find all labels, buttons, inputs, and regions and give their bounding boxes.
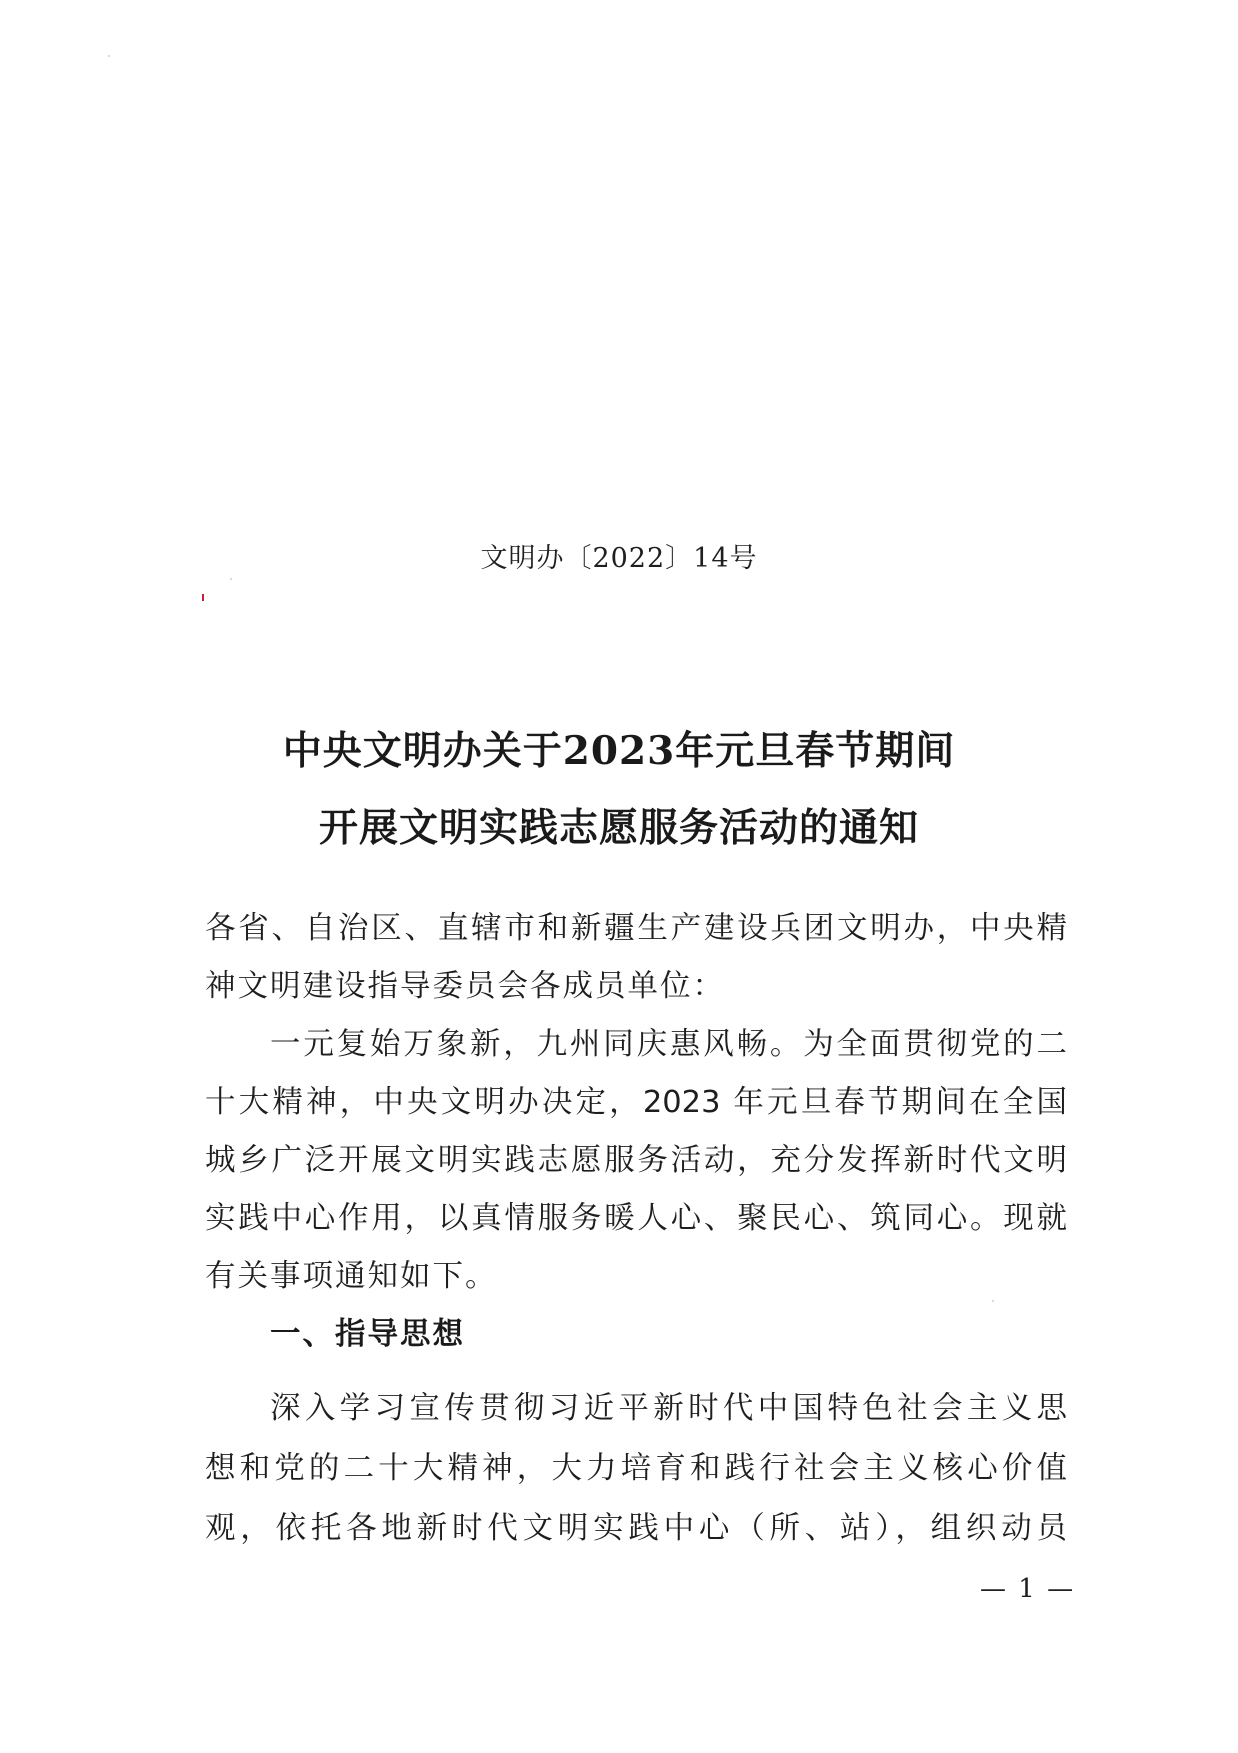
section-1-line-1: 深入学习宣传贯彻习近平新时代中国特色社会主义思	[270, 1391, 1067, 1426]
intro-line-1: 一元复始万象新，九州同庆惠风畅。为全面贯彻党的二	[270, 1027, 1067, 1062]
section-1-line-3: 观，依托各地新时代文明实践中心（所、站），组织动员	[205, 1511, 1067, 1546]
section-heading-guiding-ideology: 一、指导思想	[270, 1317, 465, 1352]
document-title-line-2: 开展文明实践志愿服务活动的通知	[318, 805, 919, 851]
red-mark	[202, 594, 204, 601]
recipients-line-2: 神文明建设指导委员会各成员单位：	[205, 969, 725, 1004]
section-1-line-2: 想和党的二十大精神，大力培育和践行社会主义核心价值	[205, 1451, 1067, 1486]
recipients-line-1: 各省、自治区、直辖市和新疆生产建设兵团文明办，中央精	[205, 911, 1067, 946]
intro-line-2: 十大精神，中央文明办决定，2023 年元旦春节期间在全国	[205, 1085, 1067, 1120]
intro-line-4: 实践中心作用，以真情服务暖人心、聚民心、筑同心。现就	[205, 1201, 1067, 1236]
document-number: 文明办〔2022〕14号	[480, 543, 758, 574]
intro-line-3: 城乡广泛开展文明实践志愿服务活动，充分发挥新时代文明	[205, 1143, 1067, 1178]
page-number: — 1 —	[980, 1574, 1076, 1604]
intro-line-5: 有关事项通知如下。	[205, 1259, 498, 1294]
document-title-line-1: 中央文明办关于2023年元旦春节期间	[282, 728, 956, 774]
